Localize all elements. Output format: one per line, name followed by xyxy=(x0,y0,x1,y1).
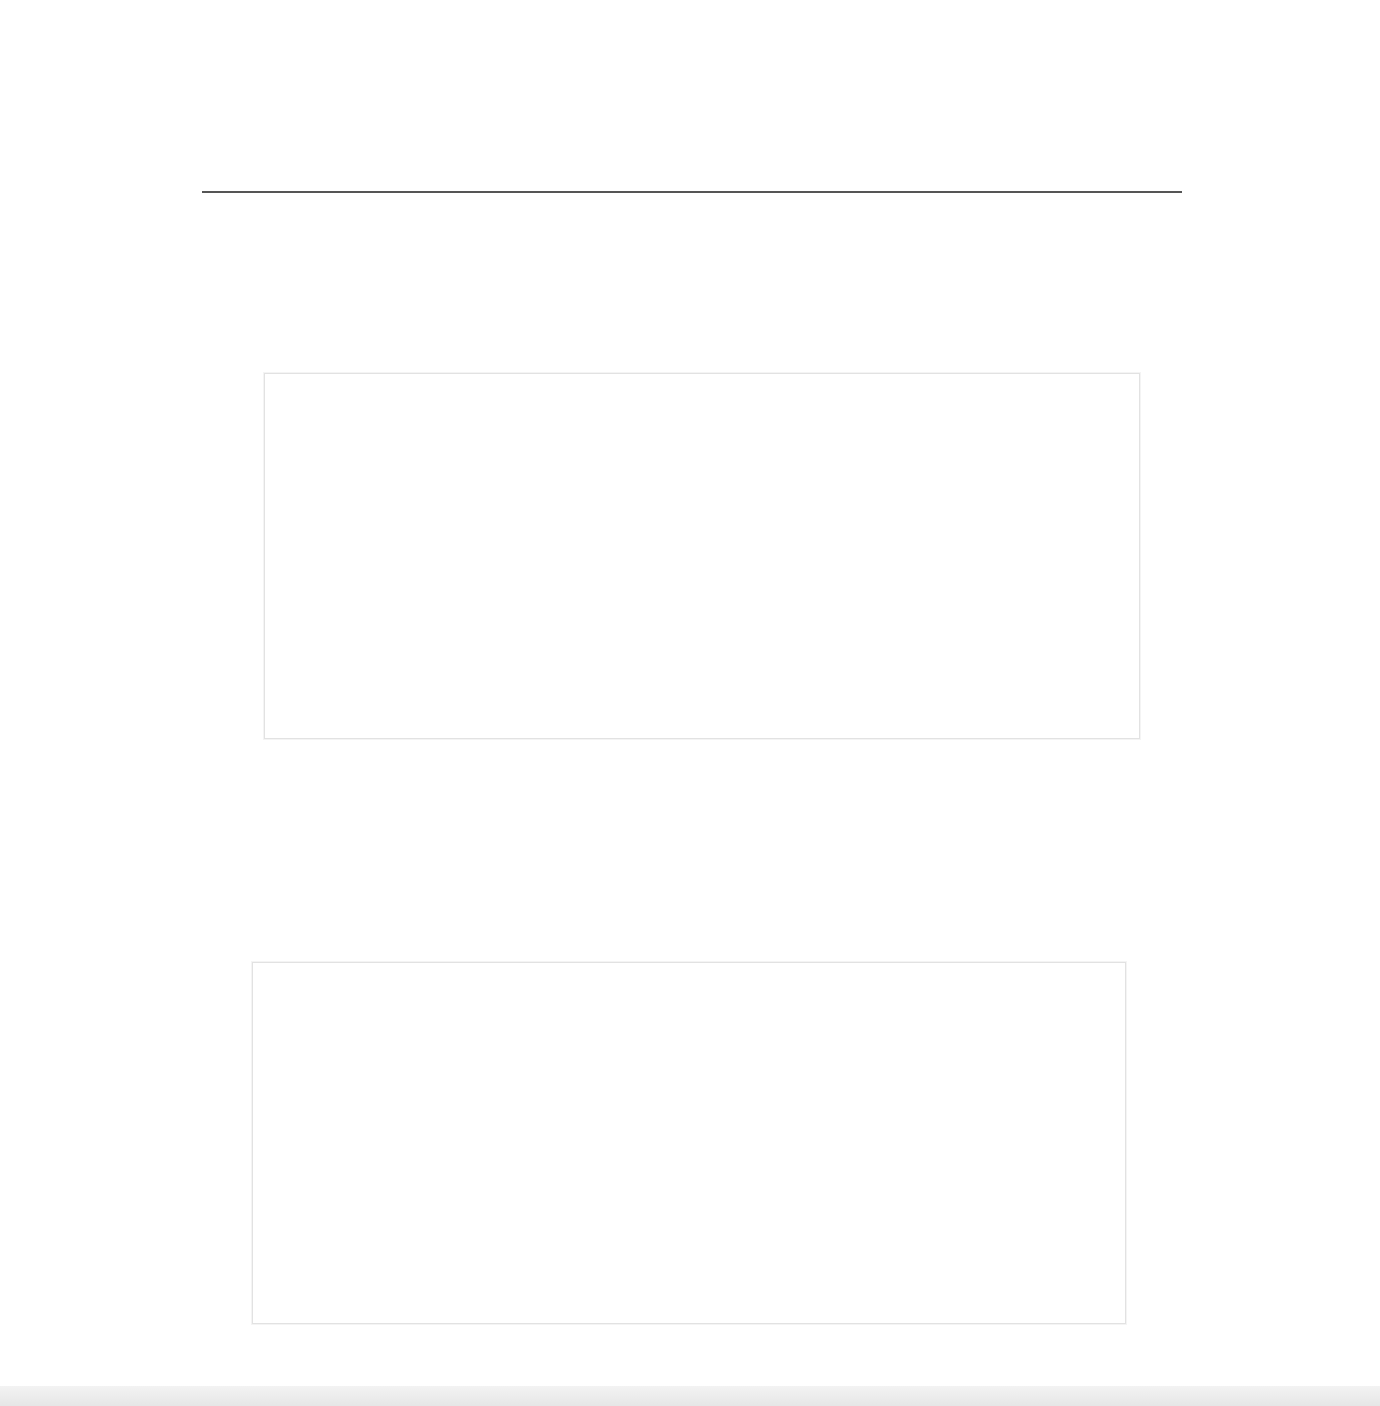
bottom-scroll-shadow xyxy=(0,1386,1380,1406)
